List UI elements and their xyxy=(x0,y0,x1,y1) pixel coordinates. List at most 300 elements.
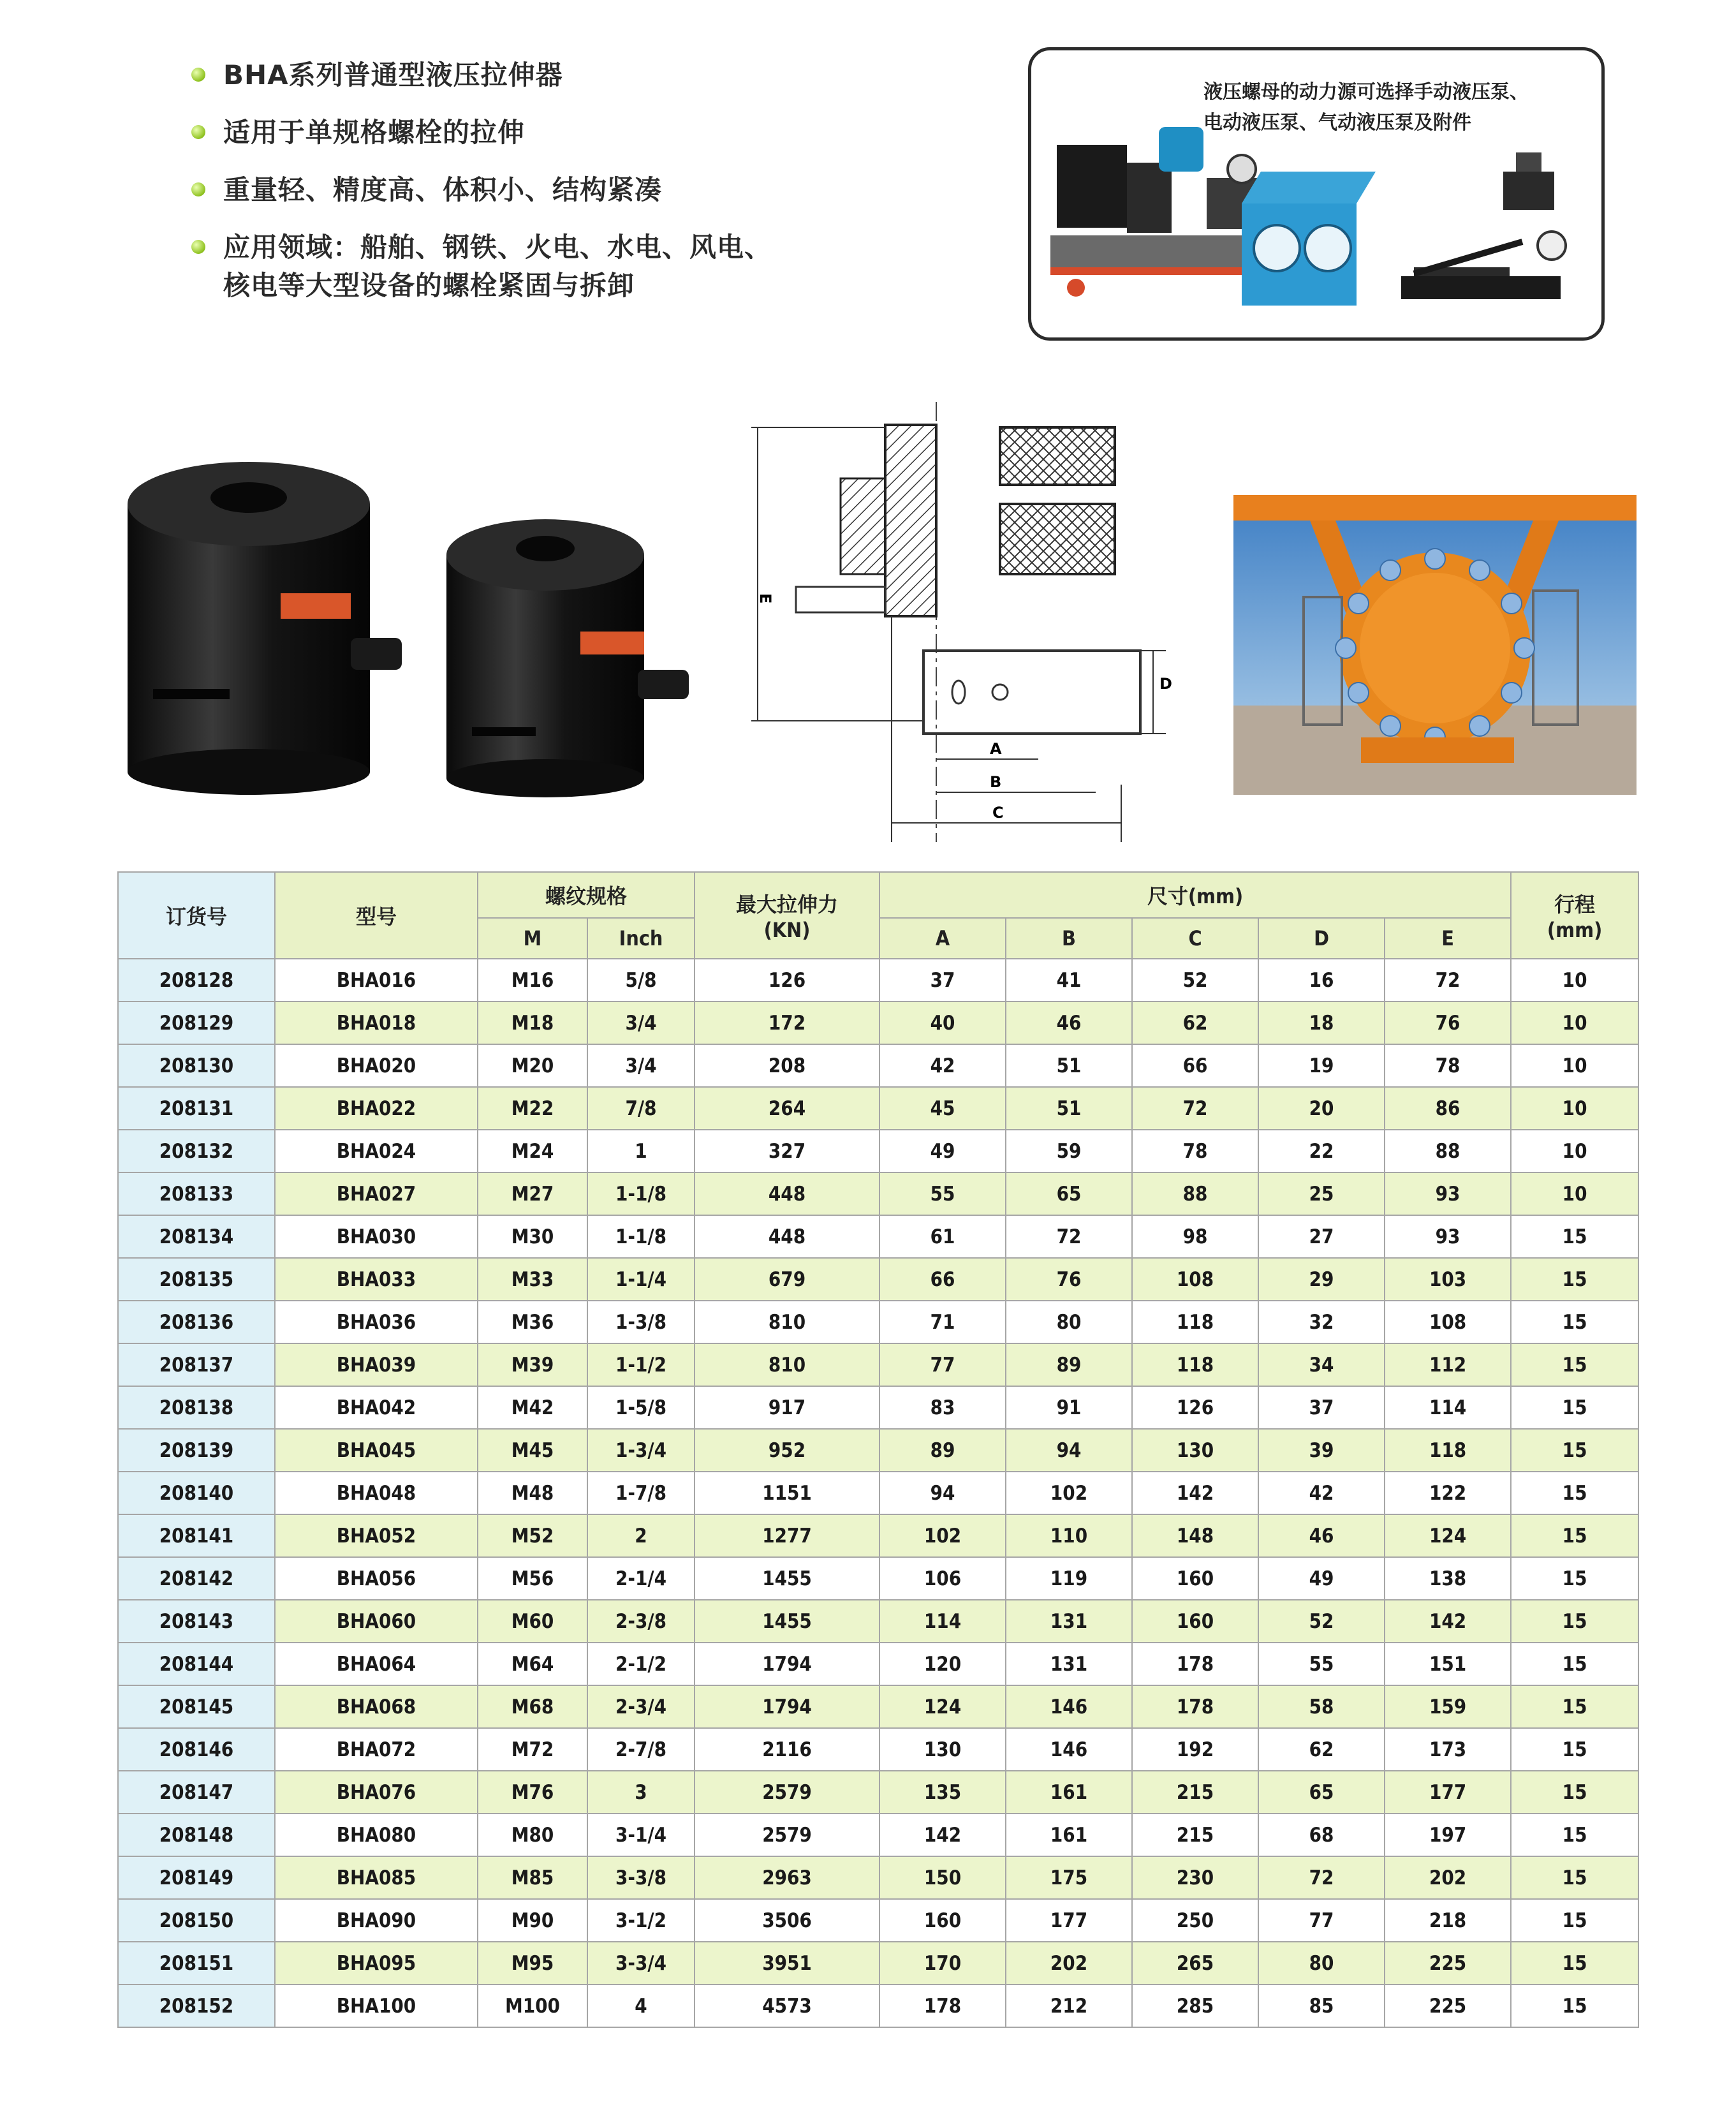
cell-dim-c: 160 xyxy=(1132,1557,1258,1600)
small-tensioner-icon xyxy=(446,519,689,797)
cell-model: BHA030 xyxy=(275,1215,478,1258)
cell-model: BHA024 xyxy=(275,1130,478,1172)
cell-dim-e: 159 xyxy=(1385,1685,1511,1728)
table-row xyxy=(118,1429,1638,1472)
cell-dim-c: 142 xyxy=(1132,1472,1258,1514)
cell-stroke: 15 xyxy=(1511,1899,1638,1942)
cell-dim-c: 62 xyxy=(1132,1002,1258,1044)
cell-dim-e: 151 xyxy=(1385,1643,1511,1685)
cell-dim-c: 66 xyxy=(1132,1044,1258,1087)
cell-dim-c: 230 xyxy=(1132,1856,1258,1899)
cell-dim-d: 58 xyxy=(1258,1685,1385,1728)
cell-model: BHA095 xyxy=(275,1942,478,1985)
dimension-diagram xyxy=(745,402,1191,842)
cell-dim-e: 78 xyxy=(1385,1044,1511,1087)
cell-thread-m: M16 xyxy=(478,959,587,1002)
cell-max-force: 679 xyxy=(695,1258,879,1301)
cell-dim-e: 225 xyxy=(1385,1985,1511,2027)
large-tensioner-icon xyxy=(128,462,402,795)
cell-max-force: 917 xyxy=(695,1386,879,1429)
cell-thread-m: M24 xyxy=(478,1130,587,1172)
cell-max-force: 448 xyxy=(695,1215,879,1258)
table-row xyxy=(118,1386,1638,1429)
cell-dim-d: 68 xyxy=(1258,1814,1385,1856)
cell-max-force: 208 xyxy=(695,1044,879,1087)
cell-stroke: 15 xyxy=(1511,1685,1638,1728)
cell-order-no: 208144 xyxy=(118,1643,275,1685)
cell-dim-e: 225 xyxy=(1385,1942,1511,1985)
table-row xyxy=(118,1985,1638,2027)
cell-dim-d: 42 xyxy=(1258,1472,1385,1514)
cell-thread-inch: 1-5/8 xyxy=(587,1386,695,1429)
label-b: B xyxy=(990,773,1002,791)
cell-dim-c: 160 xyxy=(1132,1600,1258,1643)
cell-thread-inch: 3-3/8 xyxy=(587,1856,695,1899)
cell-dim-d: 55 xyxy=(1258,1643,1385,1685)
cell-order-no: 208137 xyxy=(118,1343,275,1386)
cell-dim-c: 265 xyxy=(1132,1942,1258,1985)
cell-dim-a: 42 xyxy=(879,1044,1006,1087)
cell-stroke: 10 xyxy=(1511,1172,1638,1215)
cell-dim-e: 108 xyxy=(1385,1301,1511,1343)
cell-dim-a: 37 xyxy=(879,959,1006,1002)
cell-model: BHA072 xyxy=(275,1728,478,1771)
table-row xyxy=(118,1643,1638,1685)
cell-dim-b: 119 xyxy=(1006,1557,1132,1600)
feature-item xyxy=(191,228,893,305)
cell-thread-inch: 3-1/2 xyxy=(587,1899,695,1942)
table-row xyxy=(118,1087,1638,1130)
cell-dim-e: 88 xyxy=(1385,1130,1511,1172)
feature-text: 应用领域：船舶、钢铁、火电、水电、风电、 xyxy=(223,232,772,263)
cell-stroke: 15 xyxy=(1511,1814,1638,1856)
cell-max-force: 1277 xyxy=(695,1514,879,1557)
cell-dim-e: 122 xyxy=(1385,1472,1511,1514)
feature-item xyxy=(191,56,893,94)
cell-stroke: 15 xyxy=(1511,1258,1638,1301)
cell-dim-a: 77 xyxy=(879,1343,1006,1386)
cell-order-no: 208142 xyxy=(118,1557,275,1600)
cell-dim-d: 34 xyxy=(1258,1343,1385,1386)
cell-stroke: 15 xyxy=(1511,1557,1638,1600)
power-source-box xyxy=(1028,47,1605,341)
cell-dim-a: 66 xyxy=(879,1258,1006,1301)
label-a: A xyxy=(990,740,1002,758)
cell-thread-inch: 2-3/8 xyxy=(587,1600,695,1643)
label-e: E xyxy=(756,593,774,604)
cell-dim-c: 126 xyxy=(1132,1386,1258,1429)
cell-dim-a: 178 xyxy=(879,1985,1006,2027)
cell-dim-a: 49 xyxy=(879,1130,1006,1172)
cell-dim-e: 114 xyxy=(1385,1386,1511,1429)
cell-thread-m: M18 xyxy=(478,1002,587,1044)
cell-dim-b: 102 xyxy=(1006,1472,1132,1514)
bullet-icon xyxy=(191,125,205,139)
cell-dim-e: 124 xyxy=(1385,1514,1511,1557)
cell-thread-m: M52 xyxy=(478,1514,587,1557)
cell-dim-c: 72 xyxy=(1132,1087,1258,1130)
caption-line: 电动液压泵、气动液压泵及附件 xyxy=(1203,112,1471,134)
cell-thread-inch: 1-3/4 xyxy=(587,1429,695,1472)
cell-model: BHA033 xyxy=(275,1258,478,1301)
cell-thread-inch: 1-1/8 xyxy=(587,1215,695,1258)
cell-dim-b: 51 xyxy=(1006,1087,1132,1130)
cell-stroke: 10 xyxy=(1511,1087,1638,1130)
cell-order-no: 208136 xyxy=(118,1301,275,1343)
cell-stroke: 10 xyxy=(1511,959,1638,1002)
cell-stroke: 15 xyxy=(1511,1771,1638,1814)
cell-dim-d: 37 xyxy=(1258,1386,1385,1429)
cell-stroke: 15 xyxy=(1511,1856,1638,1899)
table-row xyxy=(118,1600,1638,1643)
cell-dim-e: 93 xyxy=(1385,1215,1511,1258)
cell-dim-a: 130 xyxy=(879,1728,1006,1771)
header-dimensions: 尺寸(mm) xyxy=(879,872,1511,918)
cell-dim-d: 77 xyxy=(1258,1899,1385,1942)
cell-dim-a: 55 xyxy=(879,1172,1006,1215)
table-row xyxy=(118,1771,1638,1814)
cell-dim-d: 18 xyxy=(1258,1002,1385,1044)
cell-dim-a: 142 xyxy=(879,1814,1006,1856)
cell-max-force: 2579 xyxy=(695,1814,879,1856)
pneumatic-pump-icon xyxy=(1242,172,1376,306)
cell-dim-c: 98 xyxy=(1132,1215,1258,1258)
cell-dim-b: 202 xyxy=(1006,1942,1132,1985)
cell-dim-d: 22 xyxy=(1258,1130,1385,1172)
bullet-icon xyxy=(191,182,205,196)
cell-dim-b: 80 xyxy=(1006,1301,1132,1343)
cell-dim-d: 72 xyxy=(1258,1856,1385,1899)
cell-order-no: 208128 xyxy=(118,959,275,1002)
cell-model: BHA076 xyxy=(275,1771,478,1814)
cell-dim-e: 76 xyxy=(1385,1002,1511,1044)
cell-thread-m: M56 xyxy=(478,1557,587,1600)
cell-dim-a: 150 xyxy=(879,1856,1006,1899)
cell-model: BHA042 xyxy=(275,1386,478,1429)
cell-dim-e: 93 xyxy=(1385,1172,1511,1215)
cell-dim-c: 178 xyxy=(1132,1685,1258,1728)
table-row xyxy=(118,1472,1638,1514)
cell-dim-d: 16 xyxy=(1258,959,1385,1002)
cell-thread-m: M95 xyxy=(478,1942,587,1985)
cell-model: BHA056 xyxy=(275,1557,478,1600)
cell-stroke: 15 xyxy=(1511,1472,1638,1514)
cell-dim-e: 138 xyxy=(1385,1557,1511,1600)
cell-thread-m: M45 xyxy=(478,1429,587,1472)
cell-stroke: 15 xyxy=(1511,1429,1638,1472)
header-thread-m: M xyxy=(478,918,587,959)
label-d: D xyxy=(1159,675,1172,693)
header-dim-c: C xyxy=(1132,918,1258,959)
cell-order-no: 208147 xyxy=(118,1771,275,1814)
cell-thread-m: M42 xyxy=(478,1386,587,1429)
cell-max-force: 2963 xyxy=(695,1856,879,1899)
cell-dim-b: 131 xyxy=(1006,1600,1132,1643)
cell-dim-a: 89 xyxy=(879,1429,1006,1472)
spec-table-body xyxy=(118,959,1638,2027)
cell-dim-c: 88 xyxy=(1132,1172,1258,1215)
cell-thread-m: M36 xyxy=(478,1301,587,1343)
cell-order-no: 208131 xyxy=(118,1087,275,1130)
cell-order-no: 208148 xyxy=(118,1814,275,1856)
cell-stroke: 15 xyxy=(1511,1215,1638,1258)
cell-model: BHA020 xyxy=(275,1044,478,1087)
cell-dim-c: 118 xyxy=(1132,1343,1258,1386)
hand-pump-icon xyxy=(1401,152,1566,299)
cell-dim-d: 20 xyxy=(1258,1087,1385,1130)
cell-thread-inch: 1-1/4 xyxy=(587,1258,695,1301)
cell-dim-b: 51 xyxy=(1006,1044,1132,1087)
cell-thread-m: M64 xyxy=(478,1643,587,1685)
header-dim-e: E xyxy=(1385,918,1511,959)
cell-max-force: 448 xyxy=(695,1172,879,1215)
cell-dim-c: 130 xyxy=(1132,1429,1258,1472)
cell-dim-d: 25 xyxy=(1258,1172,1385,1215)
cell-dim-a: 160 xyxy=(879,1899,1006,1942)
cell-order-no: 208145 xyxy=(118,1685,275,1728)
cell-order-no: 208133 xyxy=(118,1172,275,1215)
cell-dim-b: 41 xyxy=(1006,959,1132,1002)
cell-dim-d: 19 xyxy=(1258,1044,1385,1087)
cell-thread-m: M68 xyxy=(478,1685,587,1728)
feature-list xyxy=(191,56,893,324)
cell-max-force: 264 xyxy=(695,1087,879,1130)
cell-max-force: 126 xyxy=(695,959,879,1002)
cell-stroke: 15 xyxy=(1511,1600,1638,1643)
feature-item xyxy=(191,114,893,152)
cell-dim-e: 118 xyxy=(1385,1429,1511,1472)
cell-model: BHA052 xyxy=(275,1514,478,1557)
cell-dim-a: 124 xyxy=(879,1685,1006,1728)
site-photo xyxy=(1233,495,1637,795)
cell-model: BHA016 xyxy=(275,959,478,1002)
cell-max-force: 327 xyxy=(695,1130,879,1172)
cell-stroke: 10 xyxy=(1511,1130,1638,1172)
cell-dim-a: 61 xyxy=(879,1215,1006,1258)
cell-max-force: 2116 xyxy=(695,1728,879,1771)
header-dim-a: A xyxy=(879,918,1006,959)
pump-illustrations xyxy=(1031,50,1601,337)
cell-dim-e: 202 xyxy=(1385,1856,1511,1899)
cell-model: BHA022 xyxy=(275,1087,478,1130)
cell-model: BHA100 xyxy=(275,1985,478,2027)
cell-max-force: 1794 xyxy=(695,1685,879,1728)
cell-order-no: 208129 xyxy=(118,1002,275,1044)
cell-max-force: 3951 xyxy=(695,1942,879,1985)
cell-thread-m: M39 xyxy=(478,1343,587,1386)
cell-dim-c: 52 xyxy=(1132,959,1258,1002)
cell-dim-c: 78 xyxy=(1132,1130,1258,1172)
cell-thread-inch: 5/8 xyxy=(587,959,695,1002)
cell-dim-b: 161 xyxy=(1006,1771,1132,1814)
cell-thread-inch: 3/4 xyxy=(587,1002,695,1044)
header-order-no: 订货号 xyxy=(118,872,275,959)
cell-max-force: 1794 xyxy=(695,1643,879,1685)
header-max-force xyxy=(695,872,879,959)
table-row xyxy=(118,1002,1638,1044)
cell-max-force: 3506 xyxy=(695,1899,879,1942)
cell-dim-b: 59 xyxy=(1006,1130,1132,1172)
cell-thread-m: M33 xyxy=(478,1258,587,1301)
table-row xyxy=(118,1899,1638,1942)
cell-thread-m: M76 xyxy=(478,1771,587,1814)
cell-dim-b: 91 xyxy=(1006,1386,1132,1429)
cell-max-force: 4573 xyxy=(695,1985,879,2027)
cell-thread-m: M100 xyxy=(478,1985,587,2027)
cell-dim-e: 177 xyxy=(1385,1771,1511,1814)
table-row xyxy=(118,1685,1638,1728)
cell-order-no: 208150 xyxy=(118,1899,275,1942)
cell-thread-inch: 1 xyxy=(587,1130,695,1172)
cell-order-no: 208139 xyxy=(118,1429,275,1472)
cell-dim-a: 71 xyxy=(879,1301,1006,1343)
cell-model: BHA018 xyxy=(275,1002,478,1044)
table-row xyxy=(118,1044,1638,1087)
cell-model: BHA080 xyxy=(275,1814,478,1856)
cell-stroke: 15 xyxy=(1511,1643,1638,1685)
cell-thread-inch: 1-1/2 xyxy=(587,1343,695,1386)
cell-dim-d: 62 xyxy=(1258,1728,1385,1771)
cell-order-no: 208152 xyxy=(118,1985,275,2027)
cell-order-no: 208130 xyxy=(118,1044,275,1087)
cell-thread-inch: 2-3/4 xyxy=(587,1685,695,1728)
cell-dim-c: 118 xyxy=(1132,1301,1258,1343)
cell-dim-e: 112 xyxy=(1385,1343,1511,1386)
cell-dim-d: 85 xyxy=(1258,1985,1385,2027)
table-row xyxy=(118,1172,1638,1215)
cell-dim-a: 94 xyxy=(879,1472,1006,1514)
cell-dim-e: 72 xyxy=(1385,959,1511,1002)
cell-order-no: 208135 xyxy=(118,1258,275,1301)
cell-thread-inch: 3-1/4 xyxy=(587,1814,695,1856)
cell-order-no: 208149 xyxy=(118,1856,275,1899)
cell-order-no: 208140 xyxy=(118,1472,275,1514)
table-row xyxy=(118,959,1638,1002)
cell-dim-b: 146 xyxy=(1006,1685,1132,1728)
cell-thread-m: M85 xyxy=(478,1856,587,1899)
bullet-icon xyxy=(191,240,205,254)
cell-order-no: 208141 xyxy=(118,1514,275,1557)
cell-dim-a: 120 xyxy=(879,1643,1006,1685)
cell-thread-inch: 3-3/4 xyxy=(587,1942,695,1985)
cell-stroke: 15 xyxy=(1511,1514,1638,1557)
cell-stroke: 10 xyxy=(1511,1002,1638,1044)
cell-dim-d: 52 xyxy=(1258,1600,1385,1643)
cell-dim-c: 250 xyxy=(1132,1899,1258,1942)
cell-dim-b: 131 xyxy=(1006,1643,1132,1685)
cell-dim-d: 46 xyxy=(1258,1514,1385,1557)
table-row xyxy=(118,1814,1638,1856)
bullet-icon xyxy=(191,68,205,82)
feature-title: BHA系列普通型液压拉伸器 xyxy=(223,59,563,91)
cell-dim-c: 215 xyxy=(1132,1814,1258,1856)
header-dim-d: D xyxy=(1258,918,1385,959)
cell-dim-b: 212 xyxy=(1006,1985,1132,2027)
caption-line: 液压螺母的动力源可选择手动液压泵、 xyxy=(1203,81,1529,103)
cell-dim-b: 177 xyxy=(1006,1899,1132,1942)
feature-item xyxy=(191,171,893,209)
header-stroke-unit: (mm) xyxy=(1547,918,1603,942)
spec-table xyxy=(117,871,1639,2028)
cell-thread-m: M20 xyxy=(478,1044,587,1087)
cell-thread-m: M90 xyxy=(478,1899,587,1942)
header-max-force-label: 最大拉伸力 xyxy=(736,892,839,917)
cell-dim-a: 170 xyxy=(879,1942,1006,1985)
cell-dim-b: 76 xyxy=(1006,1258,1132,1301)
feature-text-continuation: 核电等大型设备的螺栓紧固与拆卸 xyxy=(223,270,635,301)
table-row xyxy=(118,1856,1638,1899)
cell-order-no: 208151 xyxy=(118,1942,275,1985)
cell-stroke: 15 xyxy=(1511,1728,1638,1771)
cell-thread-m: M60 xyxy=(478,1600,587,1643)
cell-thread-inch: 2 xyxy=(587,1514,695,1557)
cell-dim-a: 114 xyxy=(879,1600,1006,1643)
cell-model: BHA064 xyxy=(275,1643,478,1685)
header-dim-b: B xyxy=(1006,918,1132,959)
cell-dim-b: 46 xyxy=(1006,1002,1132,1044)
cell-stroke: 15 xyxy=(1511,1386,1638,1429)
cell-thread-inch: 7/8 xyxy=(587,1087,695,1130)
cell-dim-c: 215 xyxy=(1132,1771,1258,1814)
cell-dim-d: 27 xyxy=(1258,1215,1385,1258)
cell-dim-b: 94 xyxy=(1006,1429,1132,1472)
cell-thread-inch: 2-1/4 xyxy=(587,1557,695,1600)
cell-model: BHA027 xyxy=(275,1172,478,1215)
cell-thread-inch: 3/4 xyxy=(587,1044,695,1087)
cell-max-force: 810 xyxy=(695,1343,879,1386)
cell-model: BHA048 xyxy=(275,1472,478,1514)
cell-thread-m: M22 xyxy=(478,1087,587,1130)
cell-thread-m: M72 xyxy=(478,1728,587,1771)
cell-stroke: 15 xyxy=(1511,1985,1638,2027)
cell-thread-m: M80 xyxy=(478,1814,587,1856)
cell-dim-e: 86 xyxy=(1385,1087,1511,1130)
cell-dim-e: 197 xyxy=(1385,1814,1511,1856)
cell-stroke: 15 xyxy=(1511,1942,1638,1985)
cell-thread-inch: 2-7/8 xyxy=(587,1728,695,1771)
cell-order-no: 208143 xyxy=(118,1600,275,1643)
cell-dim-e: 173 xyxy=(1385,1728,1511,1771)
cell-dim-e: 103 xyxy=(1385,1258,1511,1301)
table-row xyxy=(118,1130,1638,1172)
cell-thread-inch: 1-3/8 xyxy=(587,1301,695,1343)
cell-order-no: 208138 xyxy=(118,1386,275,1429)
cell-thread-inch: 2-1/2 xyxy=(587,1643,695,1685)
cell-dim-c: 178 xyxy=(1132,1643,1258,1685)
cell-dim-c: 108 xyxy=(1132,1258,1258,1301)
cell-stroke: 15 xyxy=(1511,1301,1638,1343)
cell-dim-b: 65 xyxy=(1006,1172,1132,1215)
header-model: 型号 xyxy=(275,872,478,959)
product-photo xyxy=(115,447,714,804)
table-row xyxy=(118,1728,1638,1771)
cell-thread-inch: 3 xyxy=(587,1771,695,1814)
cell-dim-b: 72 xyxy=(1006,1215,1132,1258)
cell-dim-b: 89 xyxy=(1006,1343,1132,1386)
cell-order-no: 208132 xyxy=(118,1130,275,1172)
cell-model: BHA090 xyxy=(275,1899,478,1942)
cell-dim-d: 49 xyxy=(1258,1557,1385,1600)
cell-dim-b: 175 xyxy=(1006,1856,1132,1899)
cell-max-force: 1455 xyxy=(695,1600,879,1643)
table-row xyxy=(118,1514,1638,1557)
cell-dim-a: 45 xyxy=(879,1087,1006,1130)
table-row xyxy=(118,1301,1638,1343)
cell-dim-a: 40 xyxy=(879,1002,1006,1044)
cell-model: BHA068 xyxy=(275,1685,478,1728)
cell-thread-m: M27 xyxy=(478,1172,587,1215)
cell-model: BHA036 xyxy=(275,1301,478,1343)
